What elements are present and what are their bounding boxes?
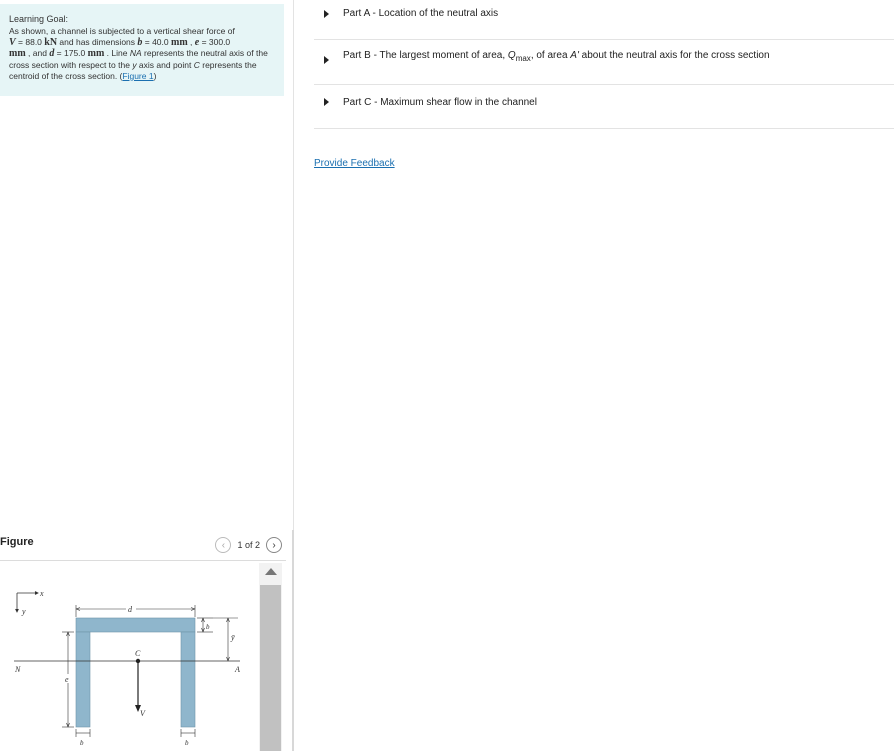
var-b: b <box>137 36 143 48</box>
goal-text-part: = 175.0 <box>54 48 88 59</box>
part-prefix: Part C <box>343 97 372 108</box>
goal-text-part: As shown, a channel is subjected to a vertical shear force of <box>9 25 235 36</box>
label-b-right: b <box>185 739 189 747</box>
var-e: e <box>194 36 200 48</box>
axes-icon <box>16 592 39 613</box>
label-c: C <box>135 649 141 658</box>
figure-scrollbar[interactable] <box>259 563 282 751</box>
var-a-prime: A' <box>570 50 579 61</box>
part-b-row[interactable] <box>314 40 894 85</box>
var-y: y <box>132 60 137 71</box>
label-n: N <box>15 665 21 674</box>
goal-text-part: , and <box>25 48 50 59</box>
unit-kn: kN <box>44 36 58 48</box>
label-b-top: b <box>206 623 210 631</box>
part-prefix: Part A <box>343 8 370 19</box>
axis-label-y: y <box>22 607 26 616</box>
provide-feedback-link[interactable]: Provide Feedback <box>314 158 395 169</box>
goal-text-part: = 300.0 <box>199 36 231 47</box>
part-title: - Maximum shear flow in the channel <box>371 97 537 108</box>
learning-goal-text <box>9 26 276 82</box>
column-divider-dark <box>292 530 294 751</box>
var-c: C <box>193 60 200 71</box>
part-a-row[interactable] <box>314 0 894 40</box>
goal-text-part: represents the neutral axis of the cross section with respect to the <box>9 48 268 71</box>
goal-text-part: = 88.0 <box>15 36 45 47</box>
part-a-label[interactable] <box>343 8 498 19</box>
channel-cross-section-diagram <box>0 561 258 751</box>
expand-arrow-icon[interactable] <box>324 10 329 18</box>
var-v: V <box>9 36 16 48</box>
goal-text-part: = 40.0 <box>142 36 171 47</box>
part-title: about the neutral axis for the cross section <box>578 50 770 61</box>
dimension-b-top <box>197 618 213 632</box>
previous-figure-button[interactable]: ‹ <box>215 537 231 553</box>
subscript-max: max <box>515 54 531 63</box>
expand-arrow-icon[interactable] <box>324 56 329 64</box>
var-q: Q <box>507 50 516 61</box>
learning-goal-box <box>0 4 284 96</box>
next-figure-button[interactable]: › <box>266 537 282 553</box>
unit-mm: mm <box>9 48 26 60</box>
var-na: NA <box>129 48 142 59</box>
goal-text-part: and has dimensions <box>57 36 138 47</box>
axis-label-x: x <box>40 589 44 598</box>
channel-shape <box>76 618 195 727</box>
figure-1-link[interactable]: Figure 1 <box>122 70 154 81</box>
left-column <box>0 0 294 751</box>
expand-arrow-icon[interactable] <box>324 98 329 106</box>
dimension-b-bottom <box>76 729 195 737</box>
unit-mm: mm <box>170 36 188 48</box>
label-v: V <box>140 709 145 718</box>
figure-header <box>0 536 286 560</box>
goal-text-part: . Line <box>104 48 130 59</box>
goal-text-part: represents the centroid of the cross section. ( <box>9 60 257 81</box>
label-d: d <box>128 605 132 614</box>
part-c-label[interactable] <box>343 97 537 108</box>
figure-pager <box>215 536 282 554</box>
goal-text-part: axis and point <box>136 60 194 71</box>
scroll-up-arrow-icon[interactable] <box>265 568 277 575</box>
figure-page-indicator: 1 of 2 <box>237 540 260 550</box>
var-d: d <box>49 48 55 60</box>
part-title: - Location of the neutral axis <box>369 8 499 19</box>
part-title: - The largest moment of area, <box>370 50 508 61</box>
learning-goal-title: Learning Goal: <box>9 14 69 24</box>
label-ybar: ȳ <box>231 633 235 642</box>
figure-title: Figure <box>0 536 34 548</box>
figure-image <box>0 561 258 751</box>
label-e: e <box>65 675 69 684</box>
scrollbar-thumb[interactable] <box>260 585 281 751</box>
label-b-left: b <box>80 739 84 747</box>
unit-mm: mm <box>87 48 105 60</box>
goal-text-part: , <box>187 36 195 47</box>
shear-force-arrow <box>135 661 141 712</box>
part-c-row[interactable] <box>314 85 894 129</box>
goal-text-part: ) <box>153 70 157 81</box>
part-prefix: Part B <box>343 50 371 61</box>
part-title: , of area <box>530 50 571 61</box>
part-b-label[interactable] <box>343 50 770 63</box>
label-a: A <box>235 665 240 674</box>
